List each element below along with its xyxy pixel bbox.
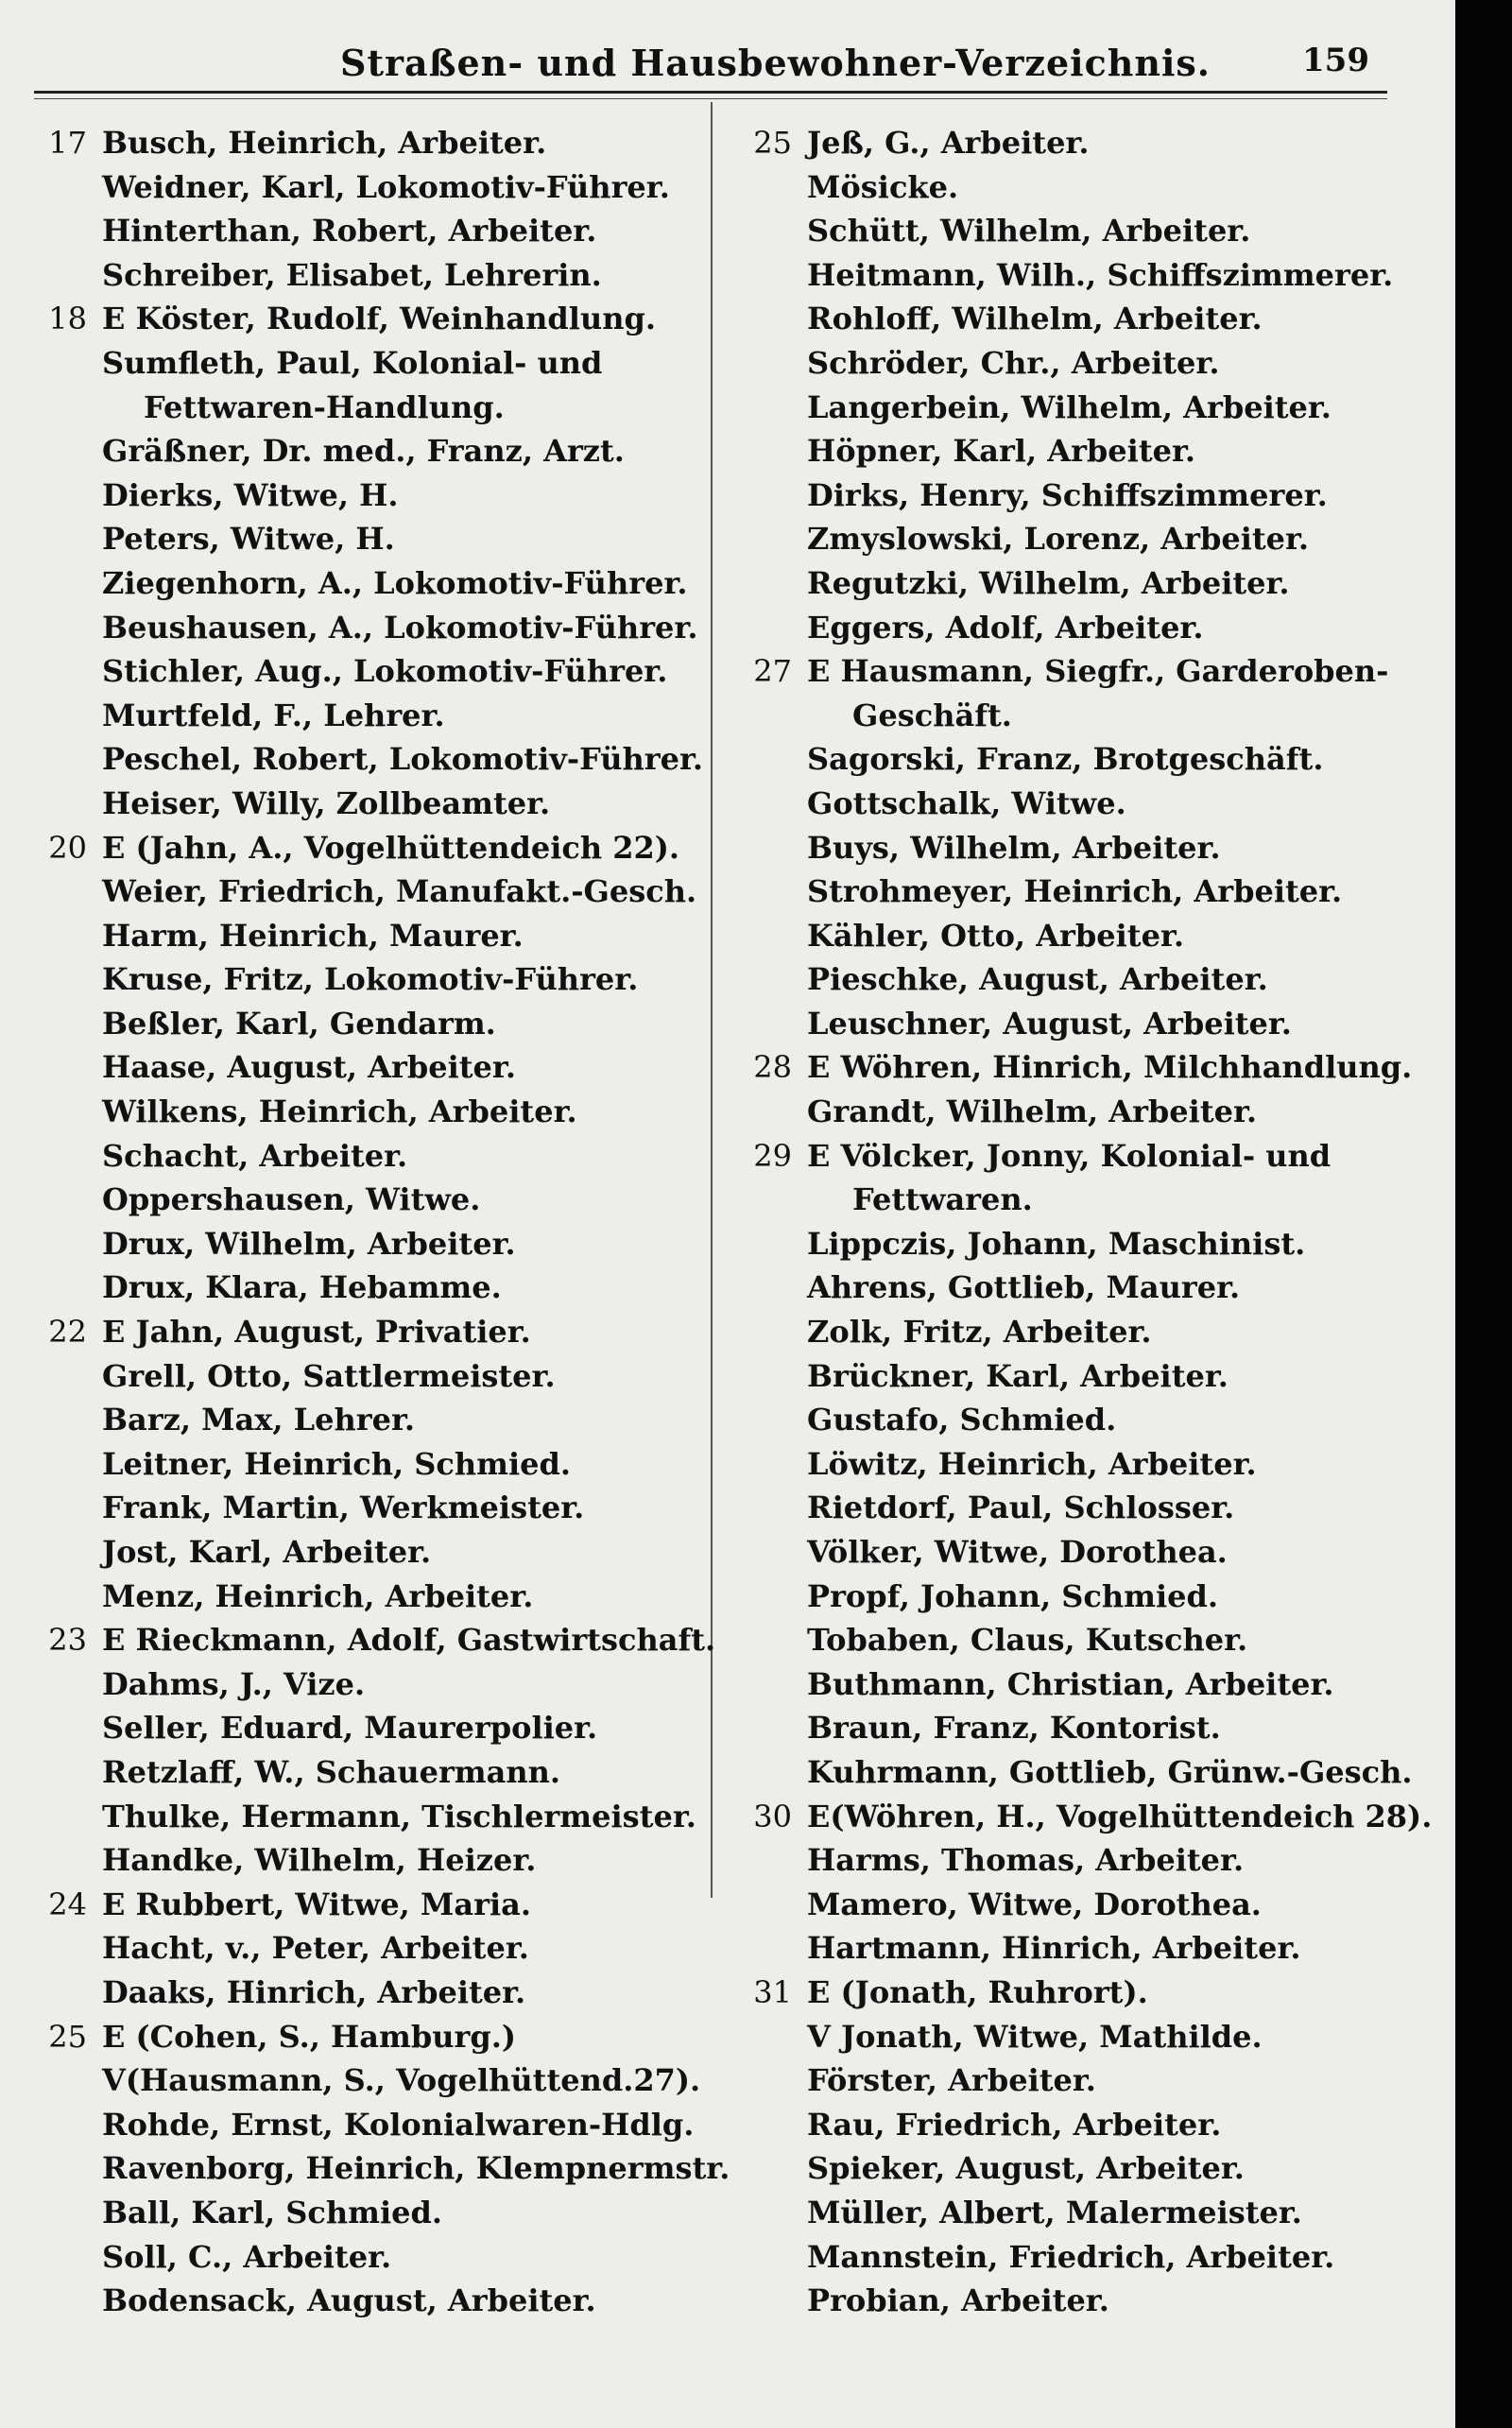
- resident-text: Langerbein, Wilhelm, Arbeiter.: [807, 388, 1332, 425]
- directory-entry: [730, 1838, 1448, 1883]
- resident-text: E Hausmann, Siegfr., Garderoben-: [807, 653, 1389, 690]
- resident-text: Gustafo, Schmied.: [807, 1402, 1117, 1438]
- resident-text: Strohmeyer, Heinrich, Arbeiter.: [807, 873, 1343, 910]
- directory-entry: [730, 1442, 1448, 1487]
- directory-entry: [34, 1045, 711, 1090]
- resident-text: Sagorski, Franz, Brotgeschäft.: [807, 741, 1324, 778]
- directory-entry: [730, 1618, 1448, 1662]
- resident-text: Harm, Heinrich, Maurer.: [102, 917, 524, 954]
- directory-entry: [730, 1045, 1448, 1090]
- directory-entry: [34, 1575, 711, 1619]
- resident-text: Harms, Thomas, Arbeiter.: [807, 1842, 1245, 1879]
- directory-entry: [34, 429, 711, 474]
- resident-text: Brückner, Karl, Arbeiter.: [807, 1357, 1228, 1394]
- resident-text: E Völcker, Jonny, Kolonial- und: [807, 1137, 1332, 1174]
- house-number: 29: [753, 1137, 792, 1174]
- directory-entry: [34, 517, 711, 561]
- resident-text: Pieschke, August, Arbeiter.: [807, 961, 1268, 998]
- resident-text: V Jonath, Witwe, Mathilde.: [807, 2018, 1263, 2055]
- resident-text: Murtfeld, F., Lehrer.: [102, 697, 445, 733]
- house-number: 18: [48, 301, 87, 337]
- directory-entry: [730, 1530, 1448, 1575]
- directory-entry: [730, 782, 1448, 826]
- resident-text: Rohloff, Wilhelm, Arbeiter.: [807, 301, 1263, 337]
- resident-text: Soll, C., Arbeiter.: [102, 2238, 392, 2275]
- resident-text: Dirks, Henry, Schiffszimmerer.: [807, 476, 1328, 513]
- directory-entry: [34, 1090, 711, 1134]
- resident-text: Gräßner, Dr. med., Franz, Arzt.: [102, 433, 625, 470]
- resident-text: Schacht, Arbeiter.: [102, 1137, 408, 1174]
- directory-entry: [730, 2103, 1448, 2147]
- directory-entry: [34, 1971, 711, 2015]
- directory-entry: [730, 386, 1448, 430]
- directory-entry: [34, 165, 711, 210]
- resident-text: Lippczis, Johann, Maschinist.: [807, 1225, 1306, 1262]
- resident-text: Hacht, v., Peter, Arbeiter.: [102, 1930, 529, 1967]
- directory-entry: [34, 474, 711, 518]
- resident-text: E (Jonath, Ruhrort).: [807, 1973, 1148, 2010]
- resident-text: Propf, Johann, Schmied.: [807, 1577, 1219, 1614]
- resident-text: Spieker, August, Arbeiter.: [807, 2150, 1245, 2187]
- directory-entry: [34, 341, 711, 386]
- resident-text: Haase, August, Arbeiter.: [102, 1049, 516, 1086]
- resident-text: Mösicke.: [807, 168, 959, 205]
- house-number: 25: [48, 2018, 87, 2055]
- resident-text: Stichler, Aug., Lokomotiv-Führer.: [102, 653, 668, 690]
- directory-entry: [34, 1002, 711, 1046]
- resident-text: E (Jahn, A., Vogelhüttendeich 22).: [102, 829, 680, 866]
- resident-text: Daaks, Hinrich, Arbeiter.: [102, 1973, 526, 2010]
- directory-entry: [730, 1486, 1448, 1530]
- directory-entry: [34, 1795, 711, 1839]
- resident-text: Zmyslowski, Lorenz, Arbeiter.: [807, 521, 1310, 558]
- resident-text: Rohde, Ernst, Kolonialwaren-Hdlg.: [102, 2106, 695, 2143]
- resident-text: Grandt, Wilhelm, Arbeiter.: [807, 1093, 1258, 1130]
- directory-entry: [730, 121, 1448, 165]
- directory-entry: [730, 2191, 1448, 2235]
- resident-text: Fettwaren-Handlung.: [144, 388, 505, 425]
- resident-text: Probian, Arbeiter.: [807, 2282, 1109, 2319]
- directory-entry: [730, 1310, 1448, 1354]
- resident-text: Seller, Eduard, Maurerpolier.: [102, 1710, 598, 1747]
- resident-text: Oppershausen, Witwe.: [102, 1181, 481, 1218]
- directory-entry: [34, 1530, 711, 1575]
- directory-entry: [34, 826, 711, 870]
- resident-text: Weidner, Karl, Lokomotiv-Führer.: [102, 168, 670, 205]
- resident-text: V(Hausmann, S., Vogelhüttend.27).: [102, 2062, 701, 2099]
- directory-entry: [730, 297, 1448, 341]
- directory-entry: [34, 2279, 711, 2323]
- directory-entry: [34, 1926, 711, 1971]
- directory-entry: [34, 2103, 711, 2147]
- directory-entry: [730, 1883, 1448, 1927]
- resident-text: Beßler, Karl, Gendarm.: [102, 1005, 496, 1042]
- directory-entry: [730, 957, 1448, 1002]
- directory-entry: [34, 606, 711, 650]
- directory-entry: [730, 914, 1448, 958]
- house-number: 20: [48, 829, 87, 866]
- directory-entry: [34, 737, 711, 782]
- resident-text: Dierks, Witwe, H.: [102, 476, 399, 513]
- directory-entry: [730, 1971, 1448, 2015]
- directory-entry: [34, 694, 711, 738]
- directory-entry: [34, 2235, 711, 2280]
- resident-text: E Rieckmann, Adolf, Gastwirtschaft.: [102, 1622, 716, 1659]
- directory-entry: [34, 297, 711, 341]
- directory-entry: [34, 782, 711, 826]
- resident-text: Grell, Otto, Sattlermeister.: [102, 1357, 556, 1394]
- directory-entry: [730, 1398, 1448, 1442]
- resident-text: Schröder, Chr., Arbeiter.: [807, 344, 1220, 381]
- directory-entry: [730, 1926, 1448, 1971]
- directory-entry: [34, 1883, 711, 1927]
- header-rule-thin: [34, 98, 1387, 99]
- resident-text: Leuschner, August, Arbeiter.: [807, 1005, 1292, 1042]
- directory-entry: [730, 1706, 1448, 1750]
- resident-text: Wilkens, Heinrich, Arbeiter.: [102, 1093, 577, 1130]
- scan-dark-edge: [1455, 0, 1512, 2428]
- directory-entry: [34, 649, 711, 694]
- directory-entry: [730, 2015, 1448, 2059]
- resident-text: E Jahn, August, Privatier.: [102, 1314, 531, 1351]
- resident-text: Leitner, Heinrich, Schmied.: [102, 1445, 572, 1482]
- resident-text: Ahrens, Gottlieb, Maurer.: [807, 1269, 1241, 1306]
- directory-entry: [34, 1222, 711, 1266]
- directory-entry: [730, 649, 1448, 694]
- directory-entry: [730, 2235, 1448, 2280]
- directory-entry: [730, 1002, 1448, 1046]
- resident-text: Hinterthan, Robert, Arbeiter.: [102, 213, 597, 250]
- resident-text: Jeß, G., Arbeiter.: [807, 125, 1090, 161]
- resident-text: Schütt, Wilhelm, Arbeiter.: [807, 213, 1251, 250]
- directory-entry: [34, 957, 711, 1002]
- directory-entry: [730, 1090, 1448, 1134]
- directory-entry: [730, 737, 1448, 782]
- directory-entry: [34, 1178, 711, 1222]
- directory-entry: [34, 1486, 711, 1530]
- directory-entry: [34, 870, 711, 914]
- directory-entry: [34, 1750, 711, 1795]
- resident-text: Busch, Heinrich, Arbeiter.: [102, 125, 547, 161]
- resident-text: Weier, Friedrich, Manufakt.-Gesch.: [102, 873, 697, 910]
- resident-text: Braun, Franz, Kontorist.: [807, 1710, 1221, 1747]
- directory-entry: [730, 1178, 1448, 1222]
- directory-entry: [730, 1222, 1448, 1266]
- house-number: 24: [48, 1886, 87, 1922]
- resident-text: Ravenborg, Heinrich, Klempnermstr.: [102, 2150, 730, 2187]
- resident-text: Ziegenhorn, A., Lokomotiv-Führer.: [102, 564, 688, 601]
- resident-text: Jost, Karl, Arbeiter.: [102, 1534, 432, 1570]
- resident-text: Heiser, Willy, Zollbeamter.: [102, 784, 551, 821]
- directory-entry: [34, 2015, 711, 2059]
- directory-entry: [730, 561, 1448, 606]
- house-number: 23: [48, 1622, 87, 1659]
- resident-text: Höpner, Karl, Arbeiter.: [807, 433, 1196, 470]
- resident-text: Peters, Witwe, H.: [102, 521, 395, 558]
- resident-text: Dahms, J., Vize.: [102, 1665, 366, 1702]
- directory-entry: [34, 1838, 711, 1883]
- house-number: 27: [753, 653, 792, 690]
- right-column: [730, 121, 1448, 2323]
- directory-entry: [34, 386, 711, 430]
- directory-entry: [34, 2146, 730, 2191]
- directory-entry: [730, 253, 1448, 298]
- directory-entry: [730, 2146, 1448, 2191]
- resident-text: Buthmann, Christian, Arbeiter.: [807, 1665, 1334, 1702]
- resident-text: Kähler, Otto, Arbeiter.: [807, 917, 1184, 954]
- resident-text: E (Cohen, S., Hamburg.): [102, 2018, 517, 2055]
- directory-entry: [34, 1354, 711, 1399]
- resident-text: Mannstein, Friedrich, Arbeiter.: [807, 2238, 1335, 2275]
- resident-text: Tobaben, Claus, Kutscher.: [807, 1622, 1248, 1659]
- resident-text: Retzlaff, W., Schauermann.: [102, 1753, 561, 1790]
- resident-text: Rietdorf, Paul, Schlosser.: [807, 1490, 1235, 1526]
- directory-entry: [730, 341, 1448, 386]
- directory-entry: [730, 1662, 1448, 1707]
- header-rule: [34, 91, 1387, 94]
- directory-entry: [730, 474, 1448, 518]
- resident-text: Beushausen, A., Lokomotiv-Führer.: [102, 609, 698, 646]
- resident-text: Fettwaren.: [852, 1181, 1033, 1218]
- resident-text: Heitmann, Wilh., Schiffszimmerer.: [807, 256, 1394, 293]
- resident-text: Thulke, Hermann, Tischlermeister.: [102, 1798, 696, 1834]
- directory-entry: [34, 209, 711, 253]
- directory-entry: [34, 253, 711, 298]
- resident-text: Geschäft.: [852, 697, 1012, 733]
- resident-text: Schreiber, Elisabet, Lehrerin.: [102, 256, 602, 293]
- directory-entry: [730, 1575, 1448, 1619]
- directory-entry: [730, 2279, 1448, 2323]
- house-number: 30: [753, 1798, 792, 1834]
- resident-text: E Rubbert, Witwe, Maria.: [102, 1886, 531, 1922]
- directory-entry: [730, 1750, 1448, 1795]
- resident-text: Zolk, Fritz, Arbeiter.: [807, 1314, 1152, 1351]
- directory-entry: [730, 165, 1448, 210]
- left-column: [34, 121, 730, 2323]
- directory-entry: [34, 2191, 711, 2235]
- house-number: 17: [48, 125, 87, 161]
- house-number: 25: [753, 125, 792, 161]
- resident-text: Rau, Friedrich, Arbeiter.: [807, 2106, 1222, 2143]
- resident-text: E Wöhren, Hinrich, Milchhandlung.: [807, 1049, 1413, 1086]
- directory-entry: [34, 1266, 711, 1310]
- directory-entry: [34, 1706, 711, 1750]
- resident-text: Kuhrmann, Gottlieb, Grünw.-Gesch.: [807, 1753, 1413, 1790]
- resident-text: Ball, Karl, Schmied.: [102, 2194, 442, 2230]
- resident-text: Buys, Wilhelm, Arbeiter.: [807, 829, 1221, 866]
- resident-text: Eggers, Adolf, Arbeiter.: [807, 609, 1204, 646]
- directory-entry: [34, 914, 711, 958]
- directory-entry: [730, 517, 1448, 561]
- resident-text: Mamero, Witwe, Dorothea.: [807, 1886, 1262, 1922]
- resident-text: Sumfleth, Paul, Kolonial- und: [102, 344, 603, 381]
- directory-entry: [730, 1266, 1448, 1310]
- house-number: 28: [753, 1049, 792, 1086]
- directory-entry: [34, 1618, 716, 1662]
- directory-entry: [34, 1134, 711, 1179]
- directory-entry: [730, 2058, 1448, 2103]
- resident-text: Barz, Max, Lehrer.: [102, 1402, 416, 1438]
- resident-text: Frank, Martin, Werkmeister.: [102, 1490, 585, 1526]
- resident-text: E(Wöhren, H., Vogelhüttendeich 28).: [807, 1798, 1433, 1834]
- page-number: 159: [1302, 42, 1369, 79]
- directory-entry: [34, 1398, 711, 1442]
- resident-text: Drux, Klara, Hebamme.: [102, 1269, 502, 1306]
- house-number: 22: [48, 1314, 87, 1351]
- directory-entry: [730, 870, 1448, 914]
- directory-entry: [34, 1310, 711, 1354]
- house-number: 31: [753, 1973, 792, 2010]
- directory-entry: [34, 561, 711, 606]
- resident-text: E Köster, Rudolf, Weinhandlung.: [102, 301, 656, 337]
- resident-text: Peschel, Robert, Lokomotiv-Führer.: [102, 741, 704, 778]
- resident-text: Hartmann, Hinrich, Arbeiter.: [807, 1930, 1301, 1967]
- directory-entry: [34, 1662, 711, 1707]
- resident-text: Gottschalk, Witwe.: [807, 784, 1126, 821]
- directory-entry: [730, 606, 1448, 650]
- directory-entry: [730, 1134, 1448, 1179]
- directory-entry: [34, 1442, 711, 1487]
- directory-entry: [34, 121, 711, 165]
- directory-entry: [730, 429, 1448, 474]
- resident-text: Müller, Albert, Malermeister.: [807, 2194, 1302, 2230]
- page-header-title: Straßen- und Hausbewohner-Verzeichnis.: [340, 42, 1211, 84]
- resident-text: Drux, Wilhelm, Arbeiter.: [102, 1225, 516, 1262]
- resident-text: Regutzki, Wilhelm, Arbeiter.: [807, 564, 1290, 601]
- resident-text: Förster, Arbeiter.: [807, 2062, 1096, 2099]
- resident-text: Handke, Wilhelm, Heizer.: [102, 1842, 537, 1879]
- directory-entry: [730, 1795, 1448, 1839]
- resident-text: Bodensack, August, Arbeiter.: [102, 2282, 596, 2319]
- resident-text: Völker, Witwe, Dorothea.: [807, 1534, 1228, 1570]
- resident-text: Menz, Heinrich, Arbeiter.: [102, 1577, 534, 1614]
- directory-entry: [730, 694, 1448, 738]
- directory-entry: [730, 209, 1448, 253]
- directory-entry: [34, 2058, 711, 2103]
- directory-entry: [730, 1354, 1448, 1399]
- resident-text: Löwitz, Heinrich, Arbeiter.: [807, 1445, 1257, 1482]
- resident-text: Kruse, Fritz, Lokomotiv-Führer.: [102, 961, 639, 998]
- directory-entry: [730, 826, 1448, 870]
